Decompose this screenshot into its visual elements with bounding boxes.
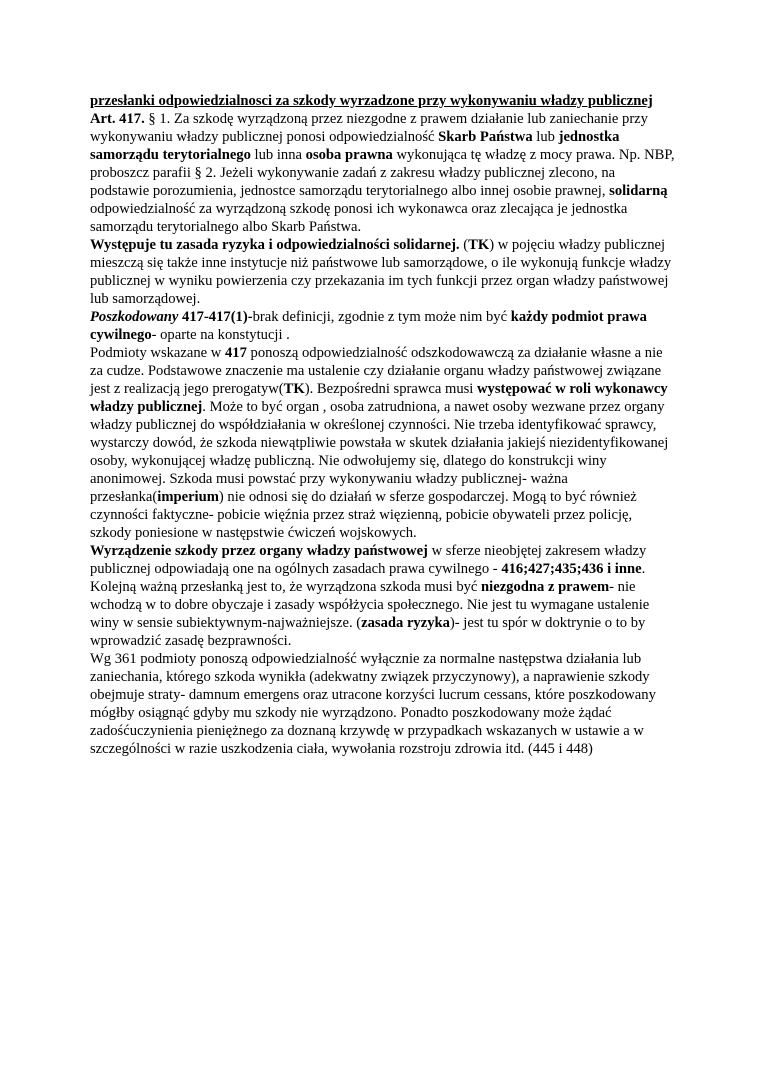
- emphasis-text: TK: [283, 381, 305, 397]
- paragraph-art-361: [90, 650, 675, 758]
- emphasis-text: Art. 417.: [90, 111, 145, 127]
- paragraph-poszkodowany: [90, 308, 675, 344]
- body-text: lub inna: [250, 147, 306, 163]
- emphasis-text: TK: [468, 237, 490, 253]
- paragraph-podmioty: [90, 344, 675, 542]
- paragraph-zasada-ryzyka: [90, 236, 675, 308]
- body-text: )- jest tu spór w doktrynie o to by wprowadzić zasadę bezprawności.: [90, 615, 646, 649]
- body-text: - nie wchodzą w to dobre obyczaje i zasady współżycia społecznego. Nie jest tu wymagane ustalenie winy w sensie subiektywnym-najważniejsze. (: [90, 579, 650, 631]
- body-text: . Może to być organ , osoba zatrudniona, a nawet osoby wezwane przez organy władzy publicznej do współdziałania w określonej czynności. Nie trzeba identyfikować sprawcy, wystarczy dowód, że szkoda niewątpliwie powstała w skutek działania jakiejś niezidentyfikowanej osoby, wykonującej władzę publiczną. Nie odwołujemy się, dlatego do konstrukcji winy anonimowej. Szkoda musi powstać przy wykonywaniu władzy publicznej- ważna przesłanka(: [90, 399, 669, 505]
- emphasis-text: solidarną: [609, 183, 668, 199]
- body-text: - oparte na konstytucji .: [151, 327, 290, 343]
- body-text: ponoszą odpowiedzialność odszkodowawczą za działanie własne a nie za cudze. Podstawowe znaczenie ma ustalenie czy działanie organu władzy państwowej związane jest z realizacją jego prerogatyw(: [90, 345, 663, 397]
- body-text: brak definicji, zgodnie z tym może nim być: [252, 309, 511, 325]
- body-text: odpowiedzialność za wyrządzoną szkodę ponosi ich wykonawca oraz zlecająca je jednostka samorządu terytorialnego albo Skarb Państwa.: [90, 201, 628, 235]
- body-text: Podmioty wskazane w: [90, 345, 225, 361]
- emphasis-text: Poszkodowany: [90, 309, 179, 325]
- emphasis-text: jednostka samorządu terytorialnego: [90, 129, 620, 163]
- emphasis-text: imperium: [157, 489, 219, 505]
- body-text: ). Bezpośredni sprawca musi: [304, 381, 478, 397]
- emphasis-text: każdy podmiot prawa cywilnego: [90, 309, 647, 343]
- body-text: wykonująca tę władzę z mocy prawa. Np. NBP, proboszcz parafii § 2. Jeżeli wykonywanie zadań z zakresu władzy publicznej zlecono, na podstawie porozumienia, jednostce samorządu terytorialnego albo innej osobie prawnej,: [90, 147, 675, 199]
- body-text: ) nie odnosi się do działań w sferze gospodarczej. Mogą to być również czynności faktyczne- pobicie więźnia przez straż więzienną, pobicie obywateli przez policję, szkody poniesione w następstwie ćwiczeń wojskowych.: [90, 489, 637, 541]
- paragraph-wyrzadzenie-szkody: [90, 542, 675, 650]
- paragraph-art-417: [90, 110, 675, 236]
- emphasis-text: 417: [224, 345, 247, 361]
- document-title: przesłanki odpowiedzialnosci za szkody wyrzadzone przy wykonywaniu władzy publicznej: [90, 93, 653, 109]
- body-text: (: [459, 237, 469, 253]
- document-body: [90, 92, 675, 758]
- emphasis-text: niezgodna z prawem: [481, 579, 610, 595]
- emphasis-text: osoba prawna: [305, 147, 393, 163]
- body-text: w sferze nieobjętej zakresem władzy publicznej odpowiadają one na ogólnych zasadach prawa cywilnego -: [90, 543, 647, 577]
- body-text: § 1. Za szkodę wyrządzoną przez niezgodne z prawem działanie lub zaniechanie przy wykonywaniu władzy publicznej ponosi odpowiedzialność: [90, 111, 648, 145]
- body-text: Wg 361 podmioty ponoszą odpowiedzialność wyłącznie za normalne następstwa działania lub zaniechania, którego szkoda wynikła (adekwatny związek przyczynowy), a naprawienie szkody obejmuje straty- damnum emergens oraz utracone korzyści lucrum cessans, które poszkodowany mógłby osiągnąć gdyby mu szkody nie wyrządzono. Ponadto poszkodowany może żądać zadośćuczynienia pieniężnego za doznaną krzywdę w przypadkach wskazanych w ustawie a w szczególności w razie uszkodzenia ciała, wywołania rozstroju zdrowia itd. (445 i 448): [90, 651, 656, 757]
- emphasis-text: Skarb Państwa: [438, 129, 533, 145]
- body-text: lub: [532, 129, 559, 145]
- emphasis-text: występować w roli wykonawcy władzy publicznej: [90, 381, 668, 415]
- emphasis-text: Wyrządzenie szkody przez organy władzy państwowej: [90, 543, 428, 559]
- body-text: . Kolejną ważną przesłanką jest to, że wyrządzona szkoda musi być: [90, 561, 646, 595]
- emphasis-text: zasada ryzyka: [361, 615, 450, 631]
- emphasis-text: 417-417(1)-: [182, 309, 253, 325]
- body-text: ) w pojęciu władzy publicznej mieszczą się także inne instytucje niż państwowe lub samorządowe, o ile wykonują funkcje władzy publicznej w wyniku powierzenia czy przekazania im tych funkcji przez organ władzy państwowej lub samorządowej.: [90, 237, 672, 307]
- emphasis-text: 416;427;435;436 i inne: [501, 561, 642, 577]
- emphasis-text: Występuje tu zasada ryzyka i odpowiedzialności solidarnej.: [90, 237, 460, 253]
